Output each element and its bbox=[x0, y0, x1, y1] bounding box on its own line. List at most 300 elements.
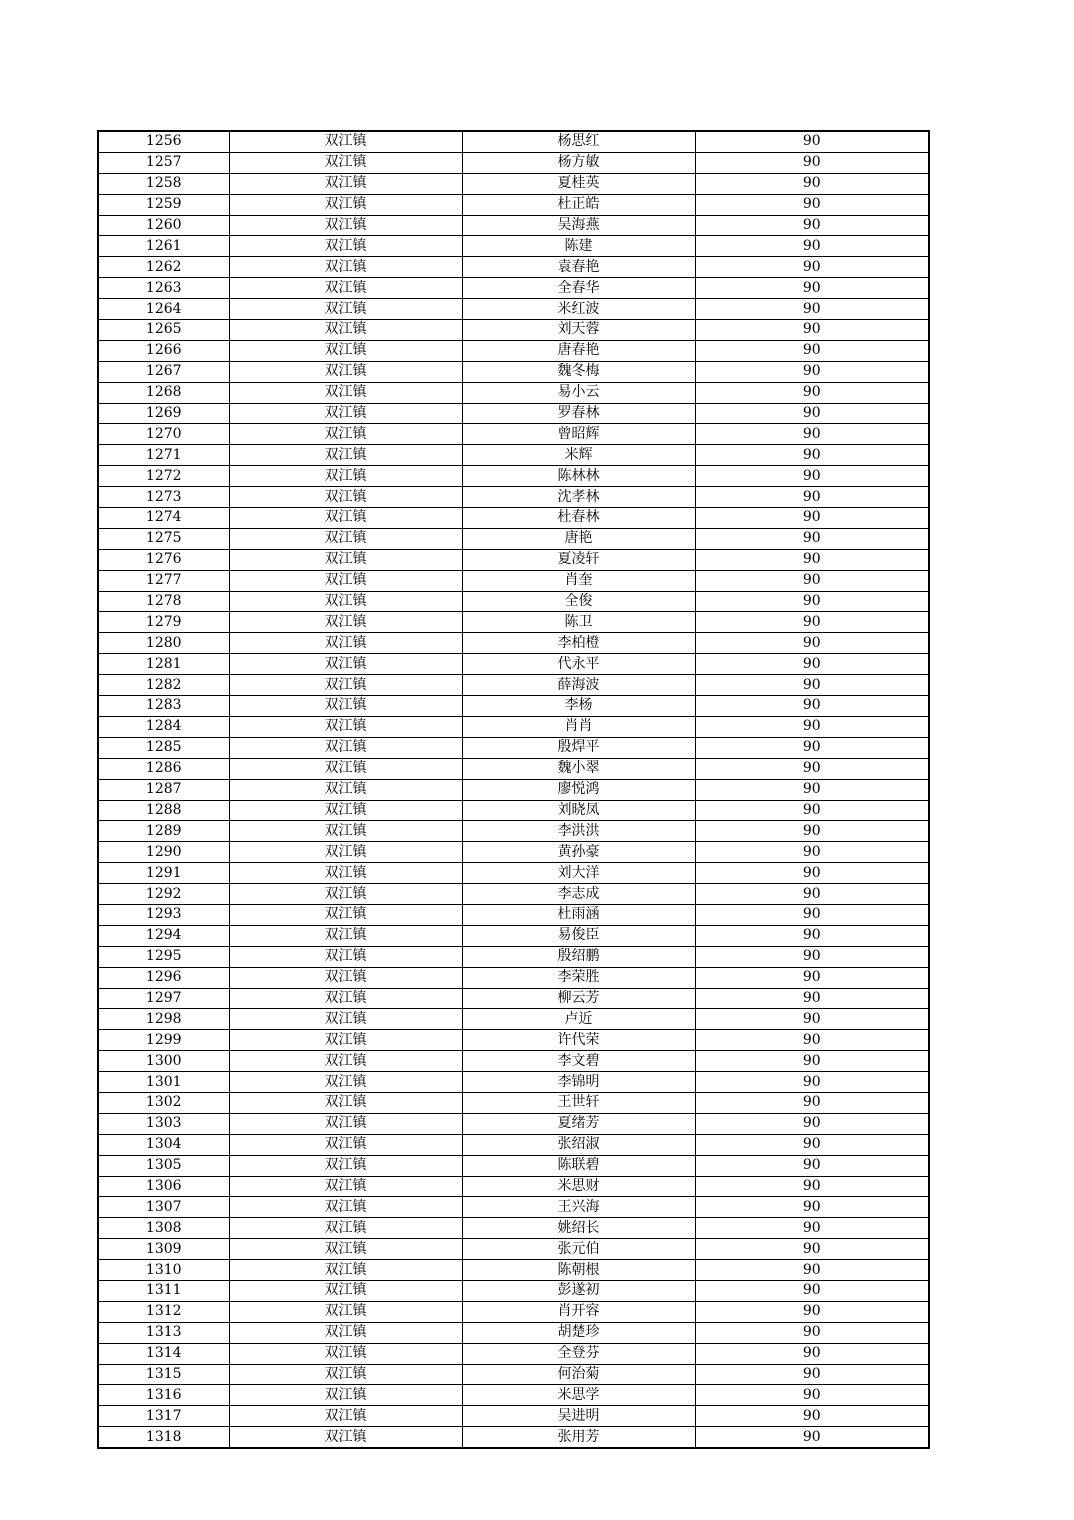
table-row bbox=[98, 1113, 929, 1134]
town-cell: 双江镇 bbox=[229, 257, 462, 278]
town-cell: 双江镇 bbox=[229, 591, 462, 612]
town-cell: 双江镇 bbox=[229, 403, 462, 424]
score-cell: 90 bbox=[695, 173, 929, 194]
table-row bbox=[98, 967, 929, 988]
row-number-cell: 1291 bbox=[98, 863, 229, 884]
table-row bbox=[98, 1280, 929, 1301]
table-row bbox=[98, 1176, 929, 1197]
row-number-cell: 1308 bbox=[98, 1218, 229, 1239]
name-cell: 魏冬梅 bbox=[462, 361, 695, 382]
row-number-cell: 1263 bbox=[98, 278, 229, 299]
town-cell: 双江镇 bbox=[229, 1322, 462, 1343]
name-cell: 杜雨涵 bbox=[462, 904, 695, 925]
score-cell: 90 bbox=[695, 528, 929, 549]
name-cell: 刘大洋 bbox=[462, 863, 695, 884]
name-cell: 米思学 bbox=[462, 1385, 695, 1406]
row-number-cell: 1298 bbox=[98, 1009, 229, 1030]
score-cell: 90 bbox=[695, 1051, 929, 1072]
name-cell: 吴进明 bbox=[462, 1406, 695, 1427]
table-row bbox=[98, 884, 929, 905]
table-row bbox=[98, 403, 929, 424]
town-cell: 双江镇 bbox=[229, 236, 462, 257]
row-number-cell: 1310 bbox=[98, 1260, 229, 1281]
row-number-cell: 1306 bbox=[98, 1176, 229, 1197]
town-cell: 双江镇 bbox=[229, 779, 462, 800]
score-cell: 90 bbox=[695, 152, 929, 173]
table-row bbox=[98, 382, 929, 403]
town-cell: 双江镇 bbox=[229, 696, 462, 717]
table-row bbox=[98, 863, 929, 884]
row-number-cell: 1278 bbox=[98, 591, 229, 612]
table-row bbox=[98, 1072, 929, 1093]
row-number-cell: 1286 bbox=[98, 758, 229, 779]
score-cell: 90 bbox=[695, 382, 929, 403]
table-row bbox=[98, 361, 929, 382]
town-cell: 双江镇 bbox=[229, 1280, 462, 1301]
table-row bbox=[98, 612, 929, 633]
score-cell: 90 bbox=[695, 320, 929, 341]
row-number-cell: 1303 bbox=[98, 1113, 229, 1134]
score-cell: 90 bbox=[695, 1030, 929, 1051]
name-cell: 彭遂初 bbox=[462, 1280, 695, 1301]
row-number-cell: 1293 bbox=[98, 904, 229, 925]
score-cell: 90 bbox=[695, 340, 929, 361]
town-cell: 双江镇 bbox=[229, 842, 462, 863]
town-cell: 双江镇 bbox=[229, 1364, 462, 1385]
name-cell: 王兴海 bbox=[462, 1197, 695, 1218]
table-row bbox=[98, 925, 929, 946]
town-cell: 双江镇 bbox=[229, 654, 462, 675]
score-cell: 90 bbox=[695, 716, 929, 737]
town-cell: 双江镇 bbox=[229, 988, 462, 1009]
town-cell: 双江镇 bbox=[229, 821, 462, 842]
town-cell: 双江镇 bbox=[229, 1113, 462, 1134]
town-cell: 双江镇 bbox=[229, 800, 462, 821]
score-cell: 90 bbox=[695, 821, 929, 842]
row-number-cell: 1285 bbox=[98, 737, 229, 758]
score-cell: 90 bbox=[695, 1301, 929, 1322]
score-cell: 90 bbox=[695, 278, 929, 299]
score-cell: 90 bbox=[695, 570, 929, 591]
row-number-cell: 1307 bbox=[98, 1197, 229, 1218]
name-cell: 夏桂英 bbox=[462, 173, 695, 194]
name-cell: 杨方敏 bbox=[462, 152, 695, 173]
town-cell: 双江镇 bbox=[229, 215, 462, 236]
score-cell: 90 bbox=[695, 1239, 929, 1260]
table-row bbox=[98, 1009, 929, 1030]
score-cell: 90 bbox=[695, 884, 929, 905]
town-cell: 双江镇 bbox=[229, 299, 462, 320]
table-row bbox=[98, 779, 929, 800]
name-cell: 李锦明 bbox=[462, 1072, 695, 1093]
name-cell: 夏绪芳 bbox=[462, 1113, 695, 1134]
row-number-cell: 1256 bbox=[98, 131, 229, 152]
name-cell: 杨思红 bbox=[462, 131, 695, 152]
row-number-cell: 1304 bbox=[98, 1134, 229, 1155]
town-cell: 双江镇 bbox=[229, 863, 462, 884]
score-cell: 90 bbox=[695, 591, 929, 612]
score-cell: 90 bbox=[695, 236, 929, 257]
row-number-cell: 1279 bbox=[98, 612, 229, 633]
score-cell: 90 bbox=[695, 842, 929, 863]
row-number-cell: 1265 bbox=[98, 320, 229, 341]
name-cell: 米红波 bbox=[462, 299, 695, 320]
row-number-cell: 1272 bbox=[98, 466, 229, 487]
table-row bbox=[98, 1260, 929, 1281]
row-number-cell: 1302 bbox=[98, 1092, 229, 1113]
town-cell: 双江镇 bbox=[229, 1051, 462, 1072]
name-cell: 陈建 bbox=[462, 236, 695, 257]
row-number-cell: 1301 bbox=[98, 1072, 229, 1093]
row-number-cell: 1258 bbox=[98, 173, 229, 194]
name-cell: 吴海燕 bbox=[462, 215, 695, 236]
name-cell: 罗春林 bbox=[462, 403, 695, 424]
name-cell: 胡楚珍 bbox=[462, 1322, 695, 1343]
row-number-cell: 1289 bbox=[98, 821, 229, 842]
town-cell: 双江镇 bbox=[229, 1239, 462, 1260]
name-cell: 魏小翠 bbox=[462, 758, 695, 779]
score-cell: 90 bbox=[695, 779, 929, 800]
score-cell: 90 bbox=[695, 1364, 929, 1385]
name-cell: 全俊 bbox=[462, 591, 695, 612]
score-cell: 90 bbox=[695, 1113, 929, 1134]
town-cell: 双江镇 bbox=[229, 1176, 462, 1197]
table-row bbox=[98, 1239, 929, 1260]
score-cell: 90 bbox=[695, 1009, 929, 1030]
row-number-cell: 1266 bbox=[98, 340, 229, 361]
table-row bbox=[98, 528, 929, 549]
town-cell: 双江镇 bbox=[229, 173, 462, 194]
table-row bbox=[98, 236, 929, 257]
name-cell: 黄孙豪 bbox=[462, 842, 695, 863]
score-cell: 90 bbox=[695, 633, 929, 654]
town-cell: 双江镇 bbox=[229, 1301, 462, 1322]
table-row bbox=[98, 278, 929, 299]
row-number-cell: 1277 bbox=[98, 570, 229, 591]
score-cell: 90 bbox=[695, 1218, 929, 1239]
town-cell: 双江镇 bbox=[229, 1197, 462, 1218]
score-cell: 90 bbox=[695, 1176, 929, 1197]
name-cell: 许代荣 bbox=[462, 1030, 695, 1051]
row-number-cell: 1271 bbox=[98, 445, 229, 466]
town-cell: 双江镇 bbox=[229, 1385, 462, 1406]
name-cell: 肖奎 bbox=[462, 570, 695, 591]
town-cell: 双江镇 bbox=[229, 549, 462, 570]
row-number-cell: 1297 bbox=[98, 988, 229, 1009]
score-cell: 90 bbox=[695, 403, 929, 424]
table-row bbox=[98, 800, 929, 821]
town-cell: 双江镇 bbox=[229, 967, 462, 988]
table-row bbox=[98, 215, 929, 236]
row-number-cell: 1273 bbox=[98, 487, 229, 508]
town-cell: 双江镇 bbox=[229, 445, 462, 466]
score-cell: 90 bbox=[695, 131, 929, 152]
town-cell: 双江镇 bbox=[229, 320, 462, 341]
score-cell: 90 bbox=[695, 424, 929, 445]
data-table bbox=[97, 130, 930, 1449]
score-cell: 90 bbox=[695, 946, 929, 967]
row-number-cell: 1317 bbox=[98, 1406, 229, 1427]
name-cell: 殷焊平 bbox=[462, 737, 695, 758]
name-cell: 张用芳 bbox=[462, 1427, 695, 1448]
row-number-cell: 1296 bbox=[98, 967, 229, 988]
town-cell: 双江镇 bbox=[229, 152, 462, 173]
row-number-cell: 1311 bbox=[98, 1280, 229, 1301]
name-cell: 薛海波 bbox=[462, 675, 695, 696]
score-cell: 90 bbox=[695, 1343, 929, 1364]
table-row bbox=[98, 737, 929, 758]
table-row bbox=[98, 131, 929, 152]
name-cell: 陈林林 bbox=[462, 466, 695, 487]
score-cell: 90 bbox=[695, 466, 929, 487]
name-cell: 曾昭辉 bbox=[462, 424, 695, 445]
score-cell: 90 bbox=[695, 1322, 929, 1343]
row-number-cell: 1315 bbox=[98, 1364, 229, 1385]
score-cell: 90 bbox=[695, 1260, 929, 1281]
table-row bbox=[98, 445, 929, 466]
table-row bbox=[98, 257, 929, 278]
table-row bbox=[98, 152, 929, 173]
table-row bbox=[98, 1134, 929, 1155]
row-number-cell: 1259 bbox=[98, 194, 229, 215]
score-cell: 90 bbox=[695, 800, 929, 821]
town-cell: 双江镇 bbox=[229, 1155, 462, 1176]
row-number-cell: 1264 bbox=[98, 299, 229, 320]
town-cell: 双江镇 bbox=[229, 1072, 462, 1093]
name-cell: 李文碧 bbox=[462, 1051, 695, 1072]
score-cell: 90 bbox=[695, 445, 929, 466]
town-cell: 双江镇 bbox=[229, 884, 462, 905]
name-cell: 唐春艳 bbox=[462, 340, 695, 361]
row-number-cell: 1314 bbox=[98, 1343, 229, 1364]
table-row bbox=[98, 1427, 929, 1448]
town-cell: 双江镇 bbox=[229, 904, 462, 925]
name-cell: 张元伯 bbox=[462, 1239, 695, 1260]
table-row bbox=[98, 1301, 929, 1322]
row-number-cell: 1268 bbox=[98, 382, 229, 403]
name-cell: 全登芬 bbox=[462, 1343, 695, 1364]
table-row bbox=[98, 549, 929, 570]
table-row bbox=[98, 696, 929, 717]
row-number-cell: 1287 bbox=[98, 779, 229, 800]
town-cell: 双江镇 bbox=[229, 1030, 462, 1051]
row-number-cell: 1270 bbox=[98, 424, 229, 445]
score-cell: 90 bbox=[695, 1072, 929, 1093]
score-cell: 90 bbox=[695, 863, 929, 884]
table-row bbox=[98, 842, 929, 863]
name-cell: 李洪洪 bbox=[462, 821, 695, 842]
score-cell: 90 bbox=[695, 612, 929, 633]
town-cell: 双江镇 bbox=[229, 1092, 462, 1113]
score-cell: 90 bbox=[695, 487, 929, 508]
table-row bbox=[98, 946, 929, 967]
name-cell: 王世轩 bbox=[462, 1092, 695, 1113]
name-cell: 陈卫 bbox=[462, 612, 695, 633]
table-row bbox=[98, 1197, 929, 1218]
row-number-cell: 1288 bbox=[98, 800, 229, 821]
table-row bbox=[98, 1051, 929, 1072]
table-row bbox=[98, 1155, 929, 1176]
row-number-cell: 1313 bbox=[98, 1322, 229, 1343]
town-cell: 双江镇 bbox=[229, 487, 462, 508]
row-number-cell: 1309 bbox=[98, 1239, 229, 1260]
table-row bbox=[98, 716, 929, 737]
table-row bbox=[98, 1364, 929, 1385]
name-cell: 易俊臣 bbox=[462, 925, 695, 946]
score-cell: 90 bbox=[695, 654, 929, 675]
name-cell: 肖开容 bbox=[462, 1301, 695, 1322]
table-row bbox=[98, 1385, 929, 1406]
score-cell: 90 bbox=[695, 1155, 929, 1176]
row-number-cell: 1318 bbox=[98, 1427, 229, 1448]
table-row bbox=[98, 1406, 929, 1427]
town-cell: 双江镇 bbox=[229, 925, 462, 946]
name-cell: 杜春林 bbox=[462, 508, 695, 529]
name-cell: 米辉 bbox=[462, 445, 695, 466]
table-row bbox=[98, 821, 929, 842]
row-number-cell: 1283 bbox=[98, 696, 229, 717]
row-number-cell: 1267 bbox=[98, 361, 229, 382]
score-cell: 90 bbox=[695, 1197, 929, 1218]
row-number-cell: 1262 bbox=[98, 257, 229, 278]
town-cell: 双江镇 bbox=[229, 340, 462, 361]
name-cell: 柳云芳 bbox=[462, 988, 695, 1009]
name-cell: 何治菊 bbox=[462, 1364, 695, 1385]
score-cell: 90 bbox=[695, 361, 929, 382]
table-row bbox=[98, 1322, 929, 1343]
town-cell: 双江镇 bbox=[229, 131, 462, 152]
table-row bbox=[98, 1092, 929, 1113]
score-cell: 90 bbox=[695, 215, 929, 236]
score-cell: 90 bbox=[695, 549, 929, 570]
row-number-cell: 1312 bbox=[98, 1301, 229, 1322]
town-cell: 双江镇 bbox=[229, 946, 462, 967]
row-number-cell: 1305 bbox=[98, 1155, 229, 1176]
town-cell: 双江镇 bbox=[229, 1134, 462, 1155]
town-cell: 双江镇 bbox=[229, 758, 462, 779]
name-cell: 袁春艳 bbox=[462, 257, 695, 278]
score-cell: 90 bbox=[802, 1428, 821, 1445]
town-cell: 双江镇 bbox=[229, 1427, 462, 1448]
score-cell: 90 bbox=[695, 1092, 929, 1113]
name-cell: 卢近 bbox=[462, 1009, 695, 1030]
table-row bbox=[98, 904, 929, 925]
score-cell: 90 bbox=[695, 1134, 929, 1155]
row-number-cell: 1282 bbox=[98, 675, 229, 696]
town-cell: 双江镇 bbox=[229, 675, 462, 696]
table-row bbox=[98, 194, 929, 215]
name-cell: 刘天蓉 bbox=[462, 320, 695, 341]
row-number-cell: 1292 bbox=[98, 884, 229, 905]
row-number-cell: 1261 bbox=[98, 236, 229, 257]
name-cell: 易小云 bbox=[462, 382, 695, 403]
name-cell: 张绍淑 bbox=[462, 1134, 695, 1155]
row-number-cell: 1316 bbox=[98, 1385, 229, 1406]
name-cell: 李柏橙 bbox=[462, 633, 695, 654]
row-number-cell: 1257 bbox=[98, 152, 229, 173]
table-row bbox=[98, 1343, 929, 1364]
table-row bbox=[98, 508, 929, 529]
name-cell: 刘晓凤 bbox=[462, 800, 695, 821]
town-cell: 双江镇 bbox=[229, 1406, 462, 1427]
town-cell: 双江镇 bbox=[229, 612, 462, 633]
row-number-cell: 1295 bbox=[98, 946, 229, 967]
town-cell: 双江镇 bbox=[229, 737, 462, 758]
town-cell: 双江镇 bbox=[229, 1218, 462, 1239]
score-cell: 90 bbox=[695, 1280, 929, 1301]
table-row bbox=[98, 570, 929, 591]
table-row bbox=[98, 424, 929, 445]
row-number-cell: 1269 bbox=[98, 403, 229, 424]
score-cell: 90 bbox=[695, 925, 929, 946]
score-cell: 90 bbox=[695, 988, 929, 1009]
name-cell: 殷绍鹏 bbox=[462, 946, 695, 967]
name-cell: 米思财 bbox=[462, 1176, 695, 1197]
score-cell: 90 bbox=[695, 257, 929, 278]
row-number-cell: 1300 bbox=[98, 1051, 229, 1072]
town-cell: 双江镇 bbox=[229, 508, 462, 529]
town-cell: 双江镇 bbox=[229, 278, 462, 299]
row-number-cell: 1299 bbox=[98, 1030, 229, 1051]
table-row bbox=[98, 320, 929, 341]
name-cell: 李志成 bbox=[462, 884, 695, 905]
table-row bbox=[98, 1218, 929, 1239]
score-cell: 90 bbox=[695, 1385, 929, 1406]
town-cell: 双江镇 bbox=[229, 570, 462, 591]
table-row bbox=[98, 654, 929, 675]
name-cell: 代永平 bbox=[462, 654, 695, 675]
table-body bbox=[98, 131, 929, 1448]
town-cell: 双江镇 bbox=[229, 528, 462, 549]
town-cell: 双江镇 bbox=[229, 1343, 462, 1364]
name-cell: 李杨 bbox=[462, 696, 695, 717]
name-cell: 李荣胜 bbox=[462, 967, 695, 988]
name-cell: 夏凌轩 bbox=[462, 549, 695, 570]
name-cell: 廖悦鸿 bbox=[462, 779, 695, 800]
row-number-cell: 1284 bbox=[98, 716, 229, 737]
name-cell: 全春华 bbox=[462, 278, 695, 299]
table-row bbox=[98, 633, 929, 654]
row-number-cell: 1276 bbox=[98, 549, 229, 570]
table-row bbox=[98, 1030, 929, 1051]
row-number-cell: 1275 bbox=[98, 528, 229, 549]
name-cell: 陈联碧 bbox=[462, 1155, 695, 1176]
row-number-cell: 1280 bbox=[98, 633, 229, 654]
score-cell: 90 bbox=[695, 758, 929, 779]
town-cell: 双江镇 bbox=[229, 382, 462, 403]
row-number-cell: 1294 bbox=[98, 925, 229, 946]
table-row bbox=[98, 988, 929, 1009]
score-cell: 90 bbox=[695, 904, 929, 925]
score-cell: 90 bbox=[695, 696, 929, 717]
name-cell: 肖肖 bbox=[462, 716, 695, 737]
score-cell: 90 bbox=[695, 1406, 929, 1427]
score-cell: 90 bbox=[695, 194, 929, 215]
table-row bbox=[98, 487, 929, 508]
table-row bbox=[98, 173, 929, 194]
score-cell: 90 bbox=[695, 508, 929, 529]
name-cell: 沈孝林 bbox=[462, 487, 695, 508]
score-cell: 90 bbox=[695, 675, 929, 696]
town-cell: 双江镇 bbox=[229, 424, 462, 445]
town-cell: 双江镇 bbox=[229, 194, 462, 215]
name-cell: 杜正皓 bbox=[462, 194, 695, 215]
town-cell: 双江镇 bbox=[229, 1009, 462, 1030]
town-cell: 双江镇 bbox=[229, 361, 462, 382]
table-row bbox=[98, 466, 929, 487]
score-cell: 90 bbox=[695, 737, 929, 758]
town-cell: 双江镇 bbox=[229, 633, 462, 654]
